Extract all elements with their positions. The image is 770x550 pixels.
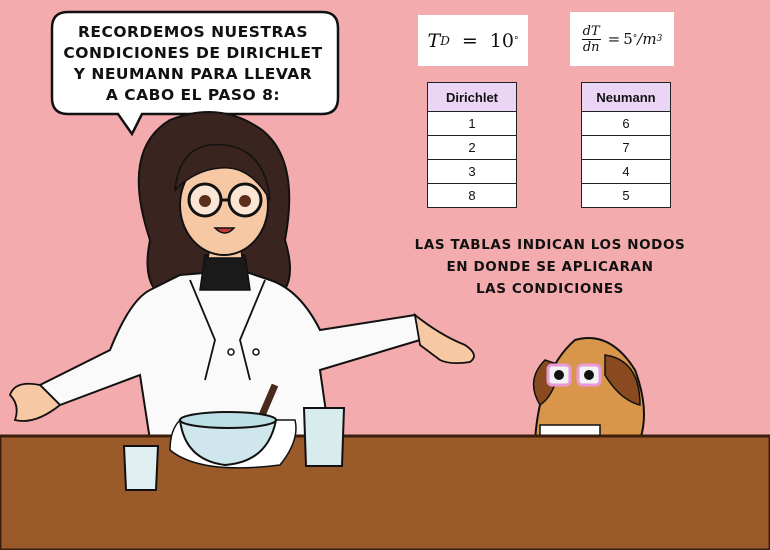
dirichlet-table bbox=[427, 82, 517, 208]
neumann-formula bbox=[570, 12, 674, 66]
lab-counter bbox=[0, 436, 770, 550]
small-beaker bbox=[124, 446, 158, 490]
table-header: Dirichlet bbox=[428, 83, 517, 112]
note-line: EN DONDE SE APLICARAN bbox=[446, 259, 654, 275]
formula-exponent: 3 bbox=[656, 34, 663, 44]
fraction-numerator: dT bbox=[582, 23, 600, 39]
table-cell: 1 bbox=[428, 112, 517, 136]
table-cell: 3 bbox=[428, 160, 517, 184]
bubble-line: Y NEUMANN PARA LLEVAR bbox=[73, 65, 313, 83]
table-cell: 4 bbox=[582, 160, 671, 184]
formula-equals: = bbox=[461, 29, 478, 52]
table-cell: 2 bbox=[428, 136, 517, 160]
formula-symbol: T bbox=[427, 29, 441, 52]
formula-subscript: D bbox=[440, 33, 450, 48]
formula-equals: = bbox=[607, 30, 621, 48]
neumann-table bbox=[581, 82, 671, 208]
dog-character bbox=[534, 338, 644, 440]
glass-beaker bbox=[304, 408, 344, 466]
table-cell: 8 bbox=[428, 184, 517, 208]
note-line: LAS CONDICIONES bbox=[475, 281, 625, 297]
table-cell: 6 bbox=[582, 112, 671, 136]
dirichlet-formula bbox=[418, 15, 528, 66]
fraction-denominator: dn bbox=[582, 39, 600, 55]
bubble-line: CONDICIONES DE DIRICHLET bbox=[63, 44, 323, 62]
table-header: Neumann bbox=[582, 83, 671, 112]
formula-degree: ° bbox=[513, 35, 519, 46]
table-cell: 5 bbox=[582, 184, 671, 208]
formula-value: 10 bbox=[489, 29, 514, 52]
table-cell: 7 bbox=[582, 136, 671, 160]
derivative-fraction bbox=[582, 24, 601, 55]
bubble-line: A CABO EL PASO 8: bbox=[105, 86, 281, 104]
formula-value: 5 bbox=[623, 30, 633, 48]
bubble-line: RECORDEMOS NUESTRAS bbox=[77, 23, 309, 41]
note-line: LAS TABLAS INDICAN LOS NODOS bbox=[414, 237, 686, 253]
speech-bubble-text bbox=[58, 22, 328, 106]
formula-degree: ° bbox=[632, 34, 638, 44]
formula-unit: /m bbox=[637, 30, 657, 48]
tables-note bbox=[400, 234, 700, 300]
